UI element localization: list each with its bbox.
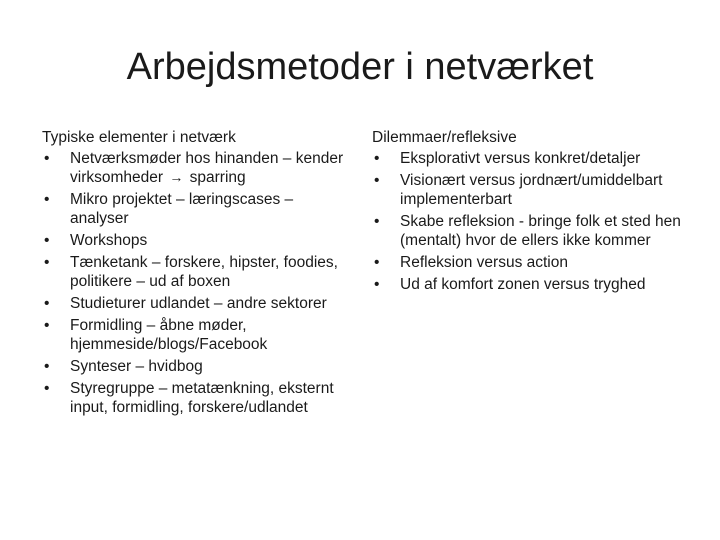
left-bullet-list	[42, 149, 352, 417]
list-item	[42, 379, 352, 417]
list-item-text: Workshops	[70, 232, 148, 249]
list-item	[42, 231, 352, 250]
bullet-icon: •	[374, 150, 380, 167]
list-item	[372, 171, 682, 209]
bullet-icon: •	[374, 172, 380, 189]
list-item	[42, 253, 352, 291]
left-column-heading: Typiske elementer i netværk	[42, 129, 236, 146]
list-item	[42, 190, 352, 228]
list-item-text: Mikro projektet – læringscases – analyser	[70, 191, 294, 227]
list-item-text: Studieturer udlandet – andre sektorer	[70, 295, 327, 312]
list-item	[372, 253, 682, 272]
list-item	[372, 149, 682, 168]
bullet-icon: •	[374, 276, 380, 293]
list-item-text: Styregruppe – metatænkning, eksternt input, formidling, forskere/udlandet	[70, 380, 334, 416]
right-bullet-list	[372, 149, 682, 294]
list-item	[42, 316, 352, 354]
list-item-text: Visionært versus jordnært/umiddelbart implementerbart	[400, 172, 663, 208]
list-item-text: sparring	[189, 169, 246, 186]
list-item	[42, 149, 352, 187]
bullet-icon: •	[44, 254, 50, 271]
right-column	[372, 128, 682, 297]
right-column-heading: Dilemmaer/refleksive	[372, 129, 517, 146]
list-item	[372, 275, 682, 294]
bullet-icon: •	[44, 232, 50, 249]
bullet-icon: •	[44, 191, 50, 208]
bullet-icon: •	[44, 317, 50, 334]
bullet-icon: •	[374, 254, 380, 271]
list-item-text: Eksplorativt versus konkret/detaljer	[400, 150, 641, 167]
list-item-text: Synteser – hvidbog	[70, 358, 203, 375]
bullet-icon: •	[44, 295, 50, 312]
left-column	[42, 128, 352, 420]
list-item-text: Formidling – åbne møder, hjemmeside/blogs/Facebook	[70, 317, 268, 353]
arrow-right-icon: →	[169, 169, 184, 185]
slide-title: Arbejdsmetoder i netværket	[126, 46, 594, 88]
list-item	[42, 357, 352, 376]
list-item-text: Ud af komfort zonen versus tryghed	[400, 276, 646, 293]
list-item-text: Tænketank – forskere, hipster, foodies, politikere – ud af boxen	[70, 254, 338, 290]
list-item-text: Skabe refleksion - bringe folk et sted hen (mentalt) hvor de ellers ikke kommer	[400, 213, 681, 249]
list-item	[42, 294, 352, 313]
bullet-icon: •	[44, 150, 50, 167]
list-item	[372, 212, 682, 250]
list-item-text: Refleksion versus action	[400, 254, 568, 271]
bullet-icon: •	[44, 358, 50, 375]
bullet-icon: •	[44, 380, 50, 397]
list-item-text: Netværksmøder hos hinanden – kender virksomheder	[70, 150, 344, 186]
bullet-icon: •	[374, 213, 380, 230]
